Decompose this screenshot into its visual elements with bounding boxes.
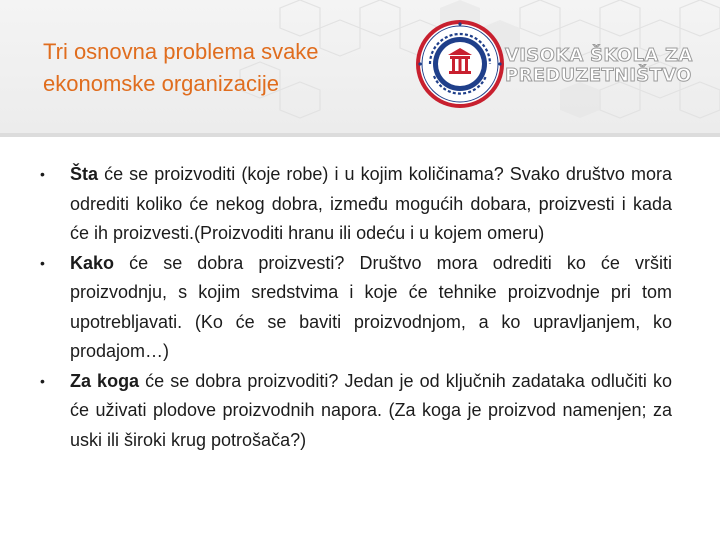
school-logo-wordmark: [505, 46, 705, 86]
bullet-text: će se dobra proizvesti? Društvo mora odrediti ko će vršiti proizvodnju, s kojim sredstvima i koje će tehnike proizvodnje pri tom upotrebljavati. (Ko će se baviti proizvodnjom, a ko upravljanjem, ko prodajom…): [70, 252, 672, 361]
bullet-item-kako: [32, 249, 672, 367]
page-title: Tri osnovna problema svake ekonomske organizacije: [43, 39, 319, 96]
bullet-text: će se proizvoditi (koje robe) i u kojim količinama? Svako društvo mora odrediti koliko će nekog dobra, između mogućih dobara, proizvesti i kada će ih proizvesti.(Proizvoditi hranu ili odeću i u kojem omeru): [70, 164, 672, 243]
slide-body: [32, 160, 672, 455]
slide-header: [0, 0, 720, 133]
bullet-item-sta: [32, 160, 672, 249]
school-seal-icon: [414, 18, 506, 110]
bullet-keyword: Šta: [70, 164, 99, 184]
bullet-dot-icon: •: [40, 372, 45, 389]
bullet-item-za-koga: [32, 367, 672, 456]
bullet-dot-icon: •: [40, 166, 45, 182]
bullet-dot-icon: •: [40, 254, 45, 271]
header-divider: [0, 133, 720, 137]
bullet-keyword: Za koga: [70, 370, 140, 391]
bullet-text: će se dobra proizvoditi? Jedan je od ključnih zadataka odlučiti ko će uživati plodove proizvodnih napora. (Za koga je proizvod namenjen; za uski ili široki krug potrošača?): [70, 370, 672, 450]
logo-line-2: PREDUZETNIŠTVO: [505, 65, 692, 86]
bullet-keyword: Kako: [70, 252, 115, 273]
logo-line-1: VISOKA ŠKOLA ZA: [505, 45, 693, 66]
bullet-list: [32, 160, 672, 455]
